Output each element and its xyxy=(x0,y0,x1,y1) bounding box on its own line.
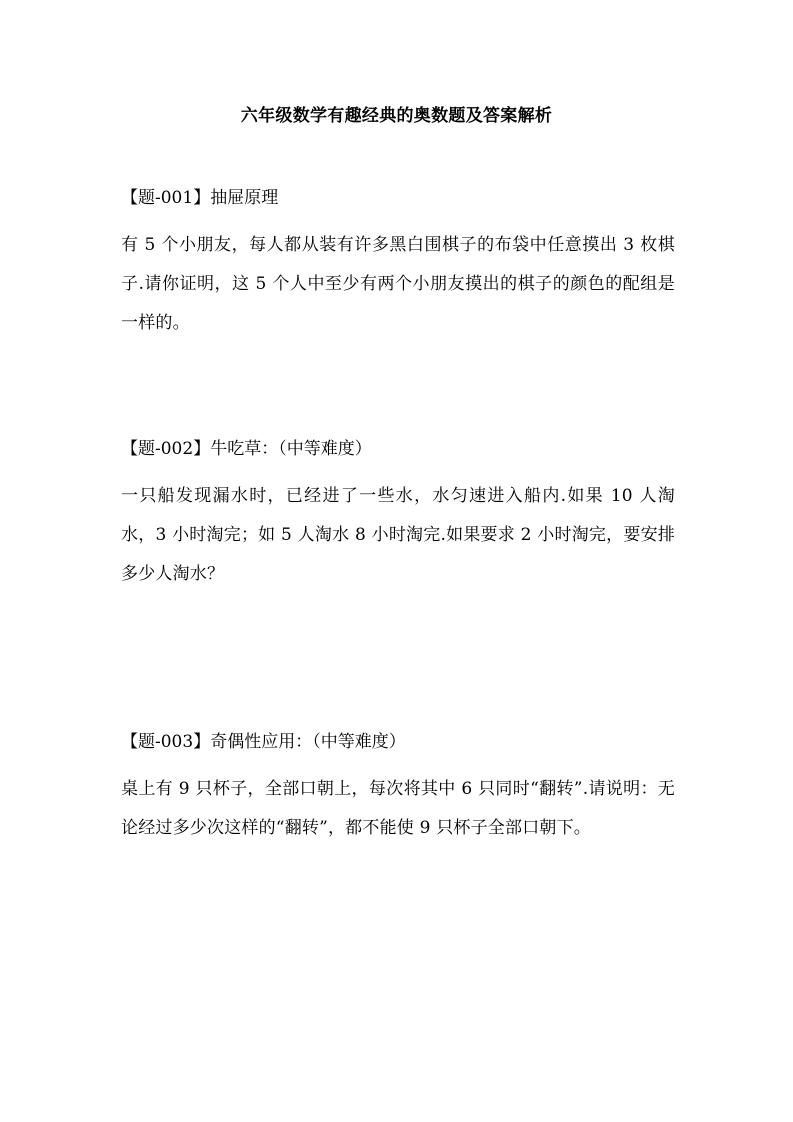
problem-001 xyxy=(121,186,675,343)
problem-text: 桌上有 9 只杯子，全部口朝上，每次将其中 6 只同时“翻转”.请说明：无论经过多少次这样的“翻转”，都不能使 9 只杯子全部口朝下。 xyxy=(121,779,675,838)
document-title: 六年级数学有趣经典的奥数题及答案解析 xyxy=(240,106,553,126)
problem-heading: 【题-001】抽屉原理 xyxy=(121,188,279,208)
problem-text: 有 5 个小朋友，每人都从装有许多黑白围棋子的布袋中任意摸出 3 枚棋子.请你证明，这 5 个人中至少有两个小朋友摸出的棋子的颜色的配组是一样的。 xyxy=(121,235,675,333)
problem-002 xyxy=(121,437,675,594)
problem-heading: 【题-003】奇偶性应用：（中等难度） xyxy=(121,732,406,752)
problem-text: 一只船发现漏水时，已经进了一些水，水匀速进入船内.如果 10 人淘水，3 小时淘完；如 5 人淘水 8 小时淘完.如果要求 2 小时淘完，要安排多少人淘水？ xyxy=(121,486,675,584)
problem-003 xyxy=(121,730,675,848)
problem-heading: 【题-002】牛吃草：（中等难度） xyxy=(121,439,372,459)
